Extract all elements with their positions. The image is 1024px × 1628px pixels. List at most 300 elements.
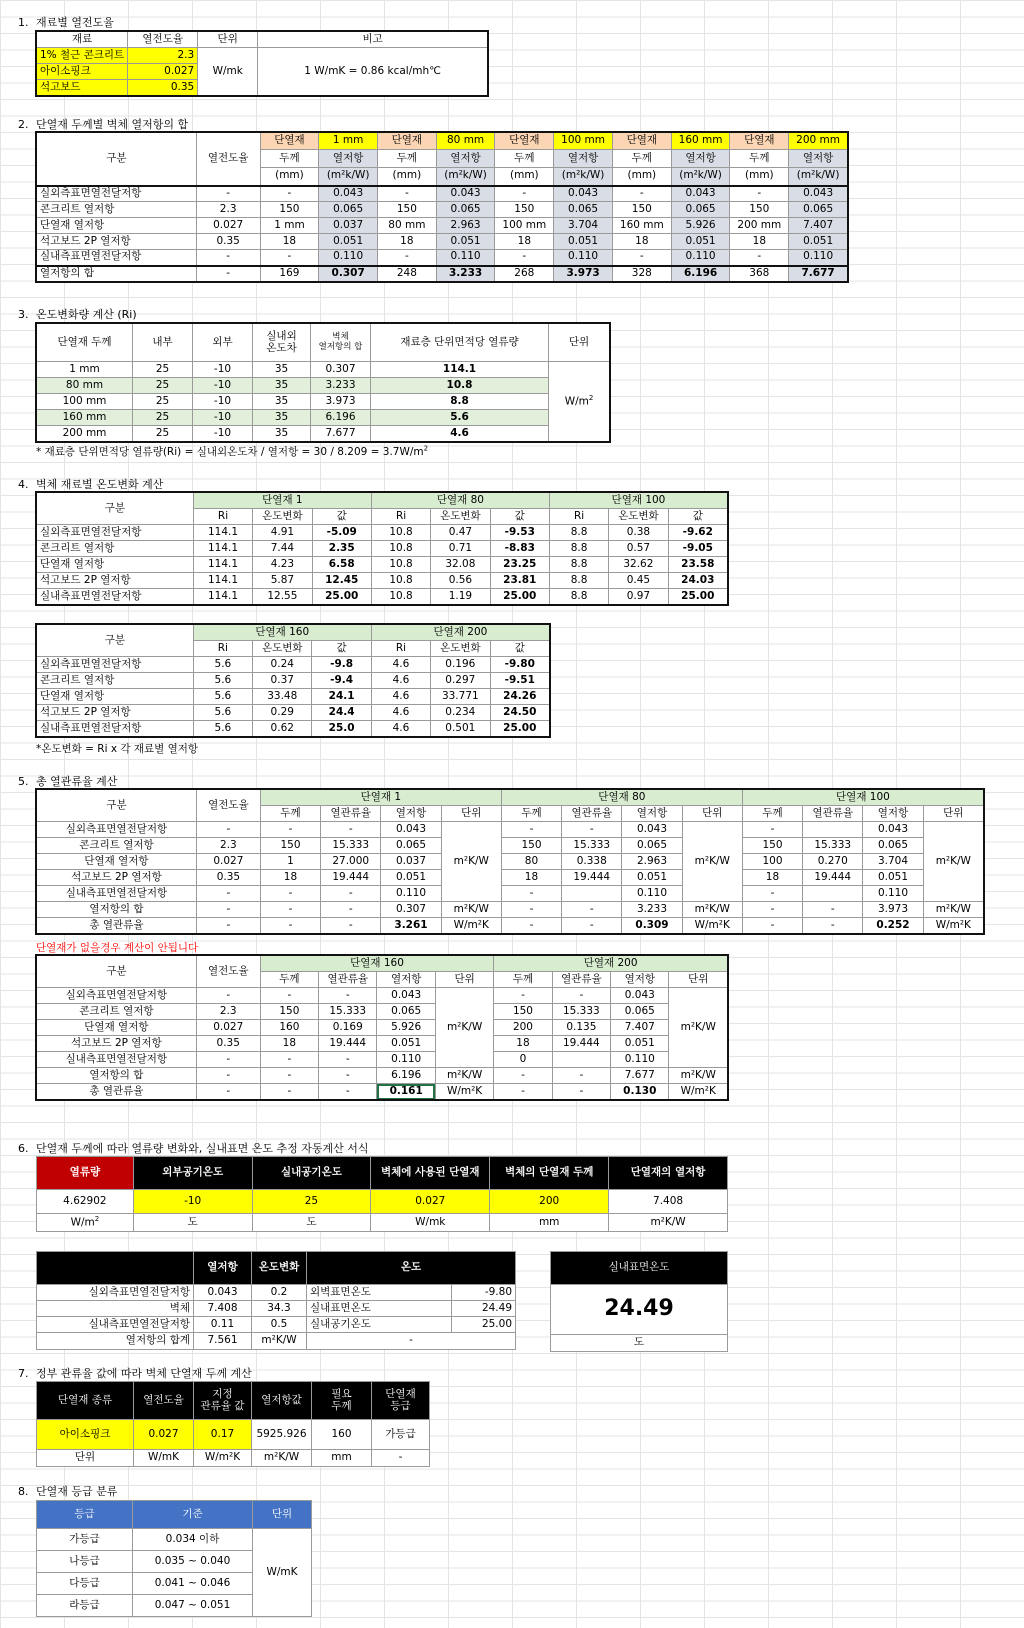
unit-cell: W/mk [371, 1214, 490, 1232]
section-3-title: 3. 온도변화량 계산 (Ri) [18, 308, 137, 321]
cond-value: - [196, 902, 260, 918]
thickness-value: 150 [260, 838, 320, 854]
resistance-sum: 3.233 [311, 378, 371, 394]
group-header: 단열재 160 [260, 956, 494, 972]
table-row [37, 886, 984, 902]
heat-flow-value: 4.62902 [37, 1190, 134, 1214]
u-value-table-b [36, 955, 728, 1100]
unit-sup: 2 [94, 1214, 100, 1223]
table-row [37, 250, 848, 266]
sub-header: 열관류율 [321, 806, 381, 822]
ri-value: 8.8 [549, 589, 608, 605]
sub-header: 두께 [742, 806, 802, 822]
cond-value: 2.3 [196, 838, 260, 854]
cond-value: - [196, 250, 260, 266]
resistance-value: 3.973 [863, 902, 923, 918]
row-label: 단열재 열저항 [37, 557, 194, 573]
s5b-body [37, 988, 728, 1100]
sub-header: 열관류율 [552, 972, 610, 988]
thickness-value: 150 [260, 1004, 318, 1020]
thickness: 100 mm [37, 394, 133, 410]
resistance-value: 0.110 [671, 250, 730, 266]
row-label: 콘크리트 열저항 [37, 202, 197, 218]
resistance-value: 3.261 [381, 918, 441, 934]
resistance-sum: 6.196 [311, 410, 371, 426]
unit-cell: m²K/W [252, 1450, 312, 1467]
material-cond: 0.35 [128, 80, 198, 96]
s5a-body [37, 822, 984, 934]
resistance-value: 0.051 [554, 234, 613, 250]
material-name: 석고보드 [37, 80, 128, 96]
conductivity-input[interactable]: 0.027 [134, 1420, 194, 1450]
ri-value: 4.6 [371, 705, 430, 721]
unit-cell: W/m²K [435, 1084, 493, 1100]
resistance: 0.11 [194, 1317, 252, 1333]
temp-change: 5.87 [253, 573, 312, 589]
ri-value: 4.6 [371, 673, 430, 689]
sub-header: Ri [371, 509, 430, 525]
sub-header: 열저항 [381, 806, 441, 822]
resistance-value: 0.065 [622, 838, 682, 854]
unit-cell: W/m²K [194, 1450, 252, 1467]
unit-cell: W/m²K [441, 918, 501, 934]
u-value: - [562, 902, 622, 918]
thickness-value: - [495, 250, 554, 266]
ri-value: 10.8 [371, 557, 430, 573]
thickness-value: - [501, 918, 561, 934]
h-thk: 두께 [378, 150, 437, 168]
inside: 25 [133, 378, 193, 394]
indoor-temp-input[interactable]: 25 [252, 1190, 371, 1214]
unit-cell: m²K/W [435, 1068, 493, 1084]
thickness-value: - [730, 250, 789, 266]
resistance-value: 0.309 [622, 918, 682, 934]
unit-cell: mm [490, 1214, 609, 1232]
resistance-value: 0.051 [436, 234, 495, 250]
row-label: 벽체 [37, 1301, 194, 1317]
temp-diff: 35 [253, 362, 311, 378]
table-row [37, 1036, 728, 1052]
material-cond: 0.027 [128, 64, 198, 80]
value: -9.4 [312, 673, 371, 689]
thickness-value: 150 [378, 202, 437, 218]
value: -9.05 [668, 541, 727, 557]
section-7-title: 7. 정부 관류율 값에 따라 벽체 단열재 두께 계산 [18, 1367, 252, 1380]
insulation-thickness: 100 mm [554, 133, 613, 150]
u-value: - [562, 822, 622, 838]
insulation-thickness: 160 mm [671, 133, 730, 150]
temp-label: 외벽표면온도 [307, 1285, 452, 1301]
outside: -10 [193, 362, 253, 378]
table-row [37, 525, 728, 541]
sub-header: 열저항 [863, 806, 923, 822]
resistance-value: 0.043 [381, 822, 441, 838]
u-value: 19.444 [803, 870, 863, 886]
resistance-value: 0.043 [611, 988, 669, 1004]
row-label: 석고보드 2P 열저항 [37, 573, 194, 589]
thickness-value: 1 mm [260, 218, 319, 234]
u-value: - [321, 902, 381, 918]
row-label: 콘크리트 열저항 [37, 838, 197, 854]
u-value: 15.333 [319, 1004, 377, 1020]
value: -5.09 [312, 525, 371, 541]
sub-header: 열관류율 [803, 806, 863, 822]
ri-value: 114.1 [193, 573, 252, 589]
u-value: 0.169 [319, 1020, 377, 1036]
temp-change: 32.08 [431, 557, 490, 573]
row-label: 콘크리트 열저항 [37, 1004, 197, 1020]
thickness-value: 100 mm [495, 218, 554, 234]
thickness-value: - [495, 186, 554, 202]
table-row [37, 1004, 728, 1020]
header-line: 필요 [331, 1387, 352, 1400]
resistance-value: 7.407 [789, 218, 848, 234]
resistance-value: 0.065 [377, 1004, 435, 1020]
unit-cell: m²K/W [669, 988, 728, 1068]
temp-value: 24.49 [452, 1301, 516, 1317]
value: 2.35 [312, 541, 371, 557]
resistance-value: 0.037 [381, 854, 441, 870]
header-line: 벽체 [332, 332, 349, 343]
group-header: 단열재 160 [193, 625, 371, 641]
thickness-value: - [260, 902, 320, 918]
resistance-value: 0.043 [622, 822, 682, 838]
thickness-value: - [501, 822, 561, 838]
ri-value: 8.8 [549, 557, 608, 573]
resistance-value: 0.110 [436, 250, 495, 266]
temp-change: 1.19 [431, 589, 490, 605]
table-row [37, 362, 610, 378]
sub-header: 단위 [435, 972, 493, 988]
u-value: 19.444 [319, 1036, 377, 1052]
thickness-value: - [260, 886, 320, 902]
thickness-value: - [730, 186, 789, 202]
table-row [37, 234, 848, 250]
thickness-value: 100 [742, 854, 802, 870]
thickness-value: 80 mm [378, 218, 437, 234]
outside: -10 [193, 410, 253, 426]
warning-text: 단열재가 없을경우 계산이 안됩니다 [36, 942, 199, 954]
thickness-value: 18 [612, 234, 671, 250]
ri-value: 4.6 [371, 721, 430, 737]
cond-value: - [196, 1052, 260, 1068]
cond-value: - [196, 1068, 260, 1084]
thickness-value: - [742, 902, 802, 918]
resistance-value: 0.037 [319, 218, 378, 234]
cond-value: - [196, 988, 260, 1004]
h-unit: (m²k/W) [789, 168, 848, 186]
table-row [37, 410, 610, 426]
thickness-value: - [260, 822, 320, 838]
value: -9.51 [490, 673, 549, 689]
insulation-type-input[interactable]: 아이소핑크 [37, 1420, 134, 1450]
insulation-thickness: 80 mm [436, 133, 495, 150]
heat-flow: 5.6 [371, 410, 549, 426]
temp-change: 34.3 [252, 1301, 307, 1317]
s4a-body [37, 525, 728, 605]
temp-change: 0.56 [431, 573, 490, 589]
temp-diff: 35 [253, 410, 311, 426]
thickness-value: 150 [742, 838, 802, 854]
thickness-value: 160 mm [612, 218, 671, 234]
sub-header: 값 [312, 641, 371, 657]
resistance-value: 0.065 [863, 838, 923, 854]
h-unit: (m²k/W) [554, 168, 613, 186]
header-cell: 온도변화 [252, 1252, 307, 1285]
row-label: 석고보드 2P 열저항 [37, 234, 197, 250]
thickness-value: - [742, 886, 802, 902]
header-cell: 열저항 [194, 1252, 252, 1285]
heat-flow: 10.8 [371, 378, 549, 394]
header-cell: 등급 [37, 1501, 133, 1529]
row-label: 실내측표면열전달저항 [37, 721, 194, 737]
table-row [37, 838, 984, 854]
header-cell: 온도 [307, 1252, 516, 1285]
thickness-value: 18 [494, 1036, 552, 1052]
cond-value: - [196, 918, 260, 934]
value: 24.1 [312, 689, 371, 705]
resistance-value: 0.065 [436, 202, 495, 218]
temp-change: 0.24 [253, 657, 312, 673]
header-line: 열저항의 합 [318, 341, 363, 352]
sub-header: Ri [193, 641, 252, 657]
sub-header: Ri [193, 509, 252, 525]
table-row [37, 1301, 516, 1317]
unit-cell: m²K/W [682, 902, 742, 918]
grade-table [36, 1500, 312, 1617]
inside: 25 [133, 362, 193, 378]
grade-value: 가등급 [372, 1420, 430, 1450]
sum-unit: m²K/W [252, 1333, 307, 1350]
resistance-value: 0.051 [671, 234, 730, 250]
u-value: - [562, 918, 622, 934]
group-header: 단열재 1 [193, 493, 371, 509]
u-value [562, 886, 622, 902]
unit-cell: m²K/W [669, 1068, 728, 1084]
thickness-value: - [260, 186, 319, 202]
temp-change: 33.48 [253, 689, 312, 705]
resistance-value: 3.973 [554, 266, 613, 282]
insulation-cond-input[interactable]: 0.027 [371, 1190, 490, 1214]
header-gubun: 구분 [37, 493, 194, 525]
header-cond: 열전도율 [196, 956, 260, 988]
table-row [37, 902, 984, 918]
resistance-value: 0.051 [319, 234, 378, 250]
ri-value: 5.6 [193, 689, 252, 705]
resistance-value: 0.043 [319, 186, 378, 202]
header-cell: 단열재의 열저항 [609, 1157, 728, 1190]
group-header: 단열재 200 [494, 956, 728, 972]
resistance-value: 3.704 [554, 218, 613, 234]
section-2-title: 2. 단열재 두께별 벽체 열저항의 합 [18, 118, 189, 131]
table-row [37, 918, 984, 934]
thickness-value: - [494, 1084, 552, 1100]
row-label: 열저항의 합 [37, 1068, 197, 1084]
u-value: - [319, 1052, 377, 1068]
material-name: 아이소핑크 [37, 64, 128, 80]
resistance-value: 7.677 [789, 266, 848, 282]
header-line: 관류율 값 [200, 1399, 245, 1412]
header-cell: 단열재 종류 [37, 1382, 134, 1420]
thickness-value: - [260, 1084, 318, 1100]
temp-diff: 35 [253, 426, 311, 442]
unit-cell: W/m²K [923, 918, 983, 934]
resistance-value: 0.130 [611, 1084, 669, 1100]
table-row [37, 186, 848, 202]
resistance-value: 0.043 [863, 822, 923, 838]
cond-value: 0.027 [196, 854, 260, 870]
unit-cell: 단위 [37, 1450, 134, 1467]
table-row [37, 673, 550, 689]
header-cell [194, 1382, 252, 1420]
u-value: - [319, 1068, 377, 1084]
ri-value: 114.1 [193, 589, 252, 605]
thickness-value: 150 [612, 202, 671, 218]
ri-value: 114.1 [193, 541, 252, 557]
header-cond: 열전도율 [196, 790, 260, 822]
header-gubun: 구분 [37, 133, 197, 186]
s4b-body [37, 657, 550, 737]
temp-change: 0.196 [431, 657, 490, 673]
resistance-value: 3.233 [622, 902, 682, 918]
thickness-value: 150 [260, 202, 319, 218]
sub-header: 온도변화 [253, 641, 312, 657]
section-1-title: 1. 재료별 열전도율 [18, 16, 114, 29]
thickness-value: 18 [501, 870, 561, 886]
temp-change: 0.5 [252, 1317, 307, 1333]
value: 24.26 [490, 689, 549, 705]
resistance-value: 5.926 [671, 218, 730, 234]
header-cell: 외부 [193, 324, 253, 362]
ri-value: 10.8 [371, 589, 430, 605]
header-cell: 단위 [549, 324, 610, 362]
row-label: 콘크리트 열저항 [37, 541, 194, 557]
resistance: 0.043 [194, 1285, 252, 1301]
note-sup: 2 [423, 444, 429, 453]
u-value: - [321, 886, 381, 902]
row-label: 실내측표면열전달저항 [37, 1052, 197, 1068]
cond-value: 2.3 [196, 202, 260, 218]
resistance-value: 0.110 [319, 250, 378, 266]
insulation-label: 단열재 [378, 133, 437, 150]
heat-flow-table [36, 323, 610, 442]
thickness-value: 268 [495, 266, 554, 282]
ri-value: 8.8 [549, 525, 608, 541]
temp-value: -9.80 [452, 1285, 516, 1301]
temp-change: 0.297 [431, 673, 490, 689]
ri-value: 114.1 [193, 525, 252, 541]
insulation-resistance-value: 7.408 [609, 1190, 728, 1214]
row-label: 총 열관류율 [37, 1084, 197, 1100]
cond-value: - [196, 886, 260, 902]
table-row [37, 1285, 516, 1301]
value: 12.45 [312, 573, 371, 589]
temp-diff: 35 [253, 378, 311, 394]
sub-header: 단위 [923, 806, 983, 822]
group-header: 단열재 80 [501, 790, 742, 806]
table-row [37, 822, 984, 838]
u-value-input[interactable]: 0.17 [194, 1420, 252, 1450]
insulation-thickness-input[interactable]: 200 [490, 1190, 609, 1214]
unit-cell: W/m²K [682, 918, 742, 934]
header-cell: 벽체의 단열재 두께 [490, 1157, 609, 1190]
resistance-value: 0.307 [319, 266, 378, 282]
h-mm: (mm) [378, 168, 437, 186]
ri-value: 10.8 [371, 541, 430, 557]
section-6-title: 6. 단열재 두께에 따라 열류량 변화와, 실내표면 온도 추정 자동계산 서식 [18, 1142, 369, 1155]
value: 25.00 [668, 589, 727, 605]
table-row [37, 1529, 312, 1551]
thickness-value: 368 [730, 266, 789, 282]
resistance-value: 0.110 [381, 886, 441, 902]
value: -9.53 [490, 525, 549, 541]
insulation-thickness: 1 mm [319, 133, 378, 150]
resistance-value: 0.065 [381, 838, 441, 854]
cond-value: - [196, 1084, 260, 1100]
h-mm: (mm) [730, 168, 789, 186]
resistance-value: 7.407 [611, 1020, 669, 1036]
group-header: 단열재 200 [371, 625, 549, 641]
u-value: 19.444 [552, 1036, 610, 1052]
table-row [37, 870, 984, 886]
sub-header: 두께 [260, 972, 318, 988]
sum-dash: - [307, 1333, 516, 1350]
ri-value: 5.6 [193, 705, 252, 721]
u-value: - [319, 988, 377, 1004]
sum-value: 7.561 [194, 1333, 252, 1350]
ri-value: 10.8 [371, 573, 430, 589]
surface-unit: 도 [551, 1335, 728, 1352]
surface-title: 실내표면온도 [551, 1252, 728, 1285]
thickness-value: 18 [260, 870, 320, 886]
resistance-value: 0.161 [377, 1084, 435, 1100]
temp-label: 실내표면온도 [307, 1301, 452, 1317]
sub-header: 두께 [260, 806, 320, 822]
thickness-value: 248 [378, 266, 437, 282]
h-thk: 두께 [260, 150, 319, 168]
unit-text: W/m [70, 1216, 95, 1229]
outside: -10 [193, 426, 253, 442]
row-label: 실내측표면열전달저항 [37, 589, 194, 605]
outdoor-temp-input[interactable]: -10 [133, 1190, 252, 1214]
resistance-value: 0.065 [319, 202, 378, 218]
h-unit: (m²k/W) [671, 168, 730, 186]
inside: 25 [133, 410, 193, 426]
resistance-value: 0.043 [671, 186, 730, 202]
header-cell: 내부 [133, 324, 193, 362]
u-value [803, 822, 863, 838]
resistance-value: 2.963 [436, 218, 495, 234]
temp-change: 0.38 [609, 525, 668, 541]
sub-header: 열저항 [377, 972, 435, 988]
row-label: 열저항의 합 [37, 902, 197, 918]
unit-cell: m²K/W [441, 822, 501, 902]
resistance-value: 0.043 [377, 988, 435, 1004]
h-mm: (mm) [612, 168, 671, 186]
sub-header: 값 [490, 641, 549, 657]
resistance-sum: 3.973 [311, 394, 371, 410]
unit-text: W/m [564, 395, 589, 408]
thickness-value: 0 [494, 1052, 552, 1068]
resistance-value: 0.307 [381, 902, 441, 918]
s8-body [37, 1529, 312, 1617]
table-row [37, 988, 728, 1004]
row-label: 석고보드 2P 열저항 [37, 705, 194, 721]
grade-label: 다등급 [37, 1573, 133, 1595]
row-label: 석고보드 2P 열저항 [37, 870, 197, 886]
value: 25.00 [490, 721, 549, 737]
thickness-value: 18 [730, 234, 789, 250]
